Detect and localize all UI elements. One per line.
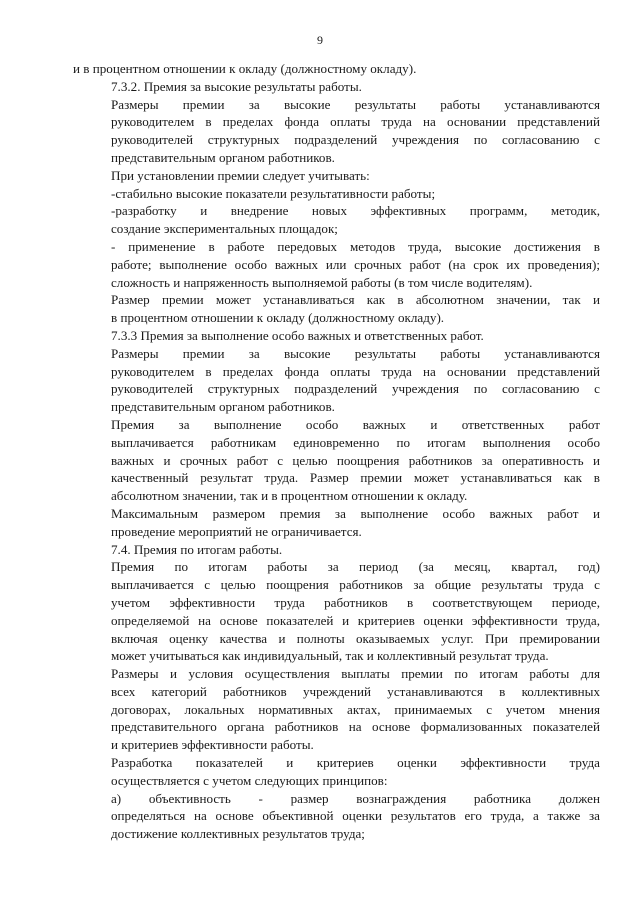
page-number: 9 — [317, 33, 323, 47]
paragraph — [73, 665, 600, 754]
text-line: всех категорий работников учреждений устанавливаются в коллективных — [111, 683, 600, 699]
text-line: качественный результат труда. Размер премии может устанавливаться как в — [111, 470, 600, 486]
paragraph — [73, 78, 600, 96]
text-line: руководителем в пределах фонда оплаты труда на основании представлений — [111, 114, 600, 130]
text-line: выплачивается с целью поощрения работников за общие результаты труда с — [111, 577, 600, 593]
paragraph — [73, 238, 600, 291]
text-line: сложность и напряженность выполняемой работы (в том числе водителям). — [111, 274, 533, 290]
text-line: создание экспериментальных площадок; — [111, 221, 338, 237]
text-line: осуществляется с учетом следующих принципов: — [111, 772, 388, 788]
text-line: в процентном отношении к окладу (должностному окладу). — [111, 310, 445, 326]
paragraph — [73, 558, 600, 665]
text-line: определяемой на основе показателей и критериев оценки эффективности труда, — [111, 612, 600, 628]
paragraph — [73, 96, 600, 167]
text-line: и критериев эффективности работы. — [111, 737, 314, 753]
text-line: Размеры премии за высокие результаты работы устанавливаются — [111, 345, 600, 361]
text-line: руководителей структурных подразделений учреждения по согласованию с — [111, 381, 600, 397]
text-line: 7.3.3 Премия за выполнение особо важных и ответственных работ. — [111, 327, 484, 343]
text-line: важных и срочных работ с целью поощрения работников за оперативность и — [111, 452, 600, 468]
paragraph — [73, 202, 600, 238]
paragraph — [73, 185, 600, 203]
text-line: представительного органа работников на основе формализованных показателей — [111, 719, 600, 735]
text-line: -разработку и внедрение новых эффективных программ, методик, — [111, 203, 600, 219]
text-line: учетом эффективности труда работников в соответствующем периоде, — [111, 594, 600, 610]
text-line: достижение коллективных результатов труда; — [111, 826, 365, 842]
paragraph — [73, 790, 600, 843]
text-line: -стабильно высокие показатели результативности работы; — [111, 185, 436, 201]
text-line: и в процентном отношении к окладу (должностному окладу). — [73, 61, 417, 76]
text-line: а) объективность - размер вознаграждения работника должен — [111, 790, 600, 806]
text-line: 7.3.2. Премия за высокие результаты работы. — [111, 78, 362, 94]
text-line: абсолютном значении, так и в процентном отношении к окладу. — [111, 488, 468, 504]
text-line: Размеры премии за высокие результаты работы устанавливаются — [111, 96, 600, 112]
text-line: проведение мероприятий не ограничивается. — [111, 523, 362, 539]
paragraph — [73, 291, 600, 327]
paragraph — [73, 416, 600, 505]
paragraph — [73, 505, 600, 541]
text-line: Премия по итогам работы за период (за месяц, квартал, год) — [111, 559, 600, 575]
document-body — [73, 60, 600, 843]
text-line: представительным органом работников. — [111, 149, 335, 165]
text-line: Размер премии может устанавливаться как в абсолютном значении, так и — [111, 292, 600, 308]
text-line: Размеры и условия осуществления выплаты премии по итогам работы для — [111, 666, 600, 682]
paragraph — [73, 754, 600, 790]
text-line: включая оценку качества и полноты оказываемых услуг. При премировании — [111, 630, 600, 646]
text-line: представительным органом работников. — [111, 399, 335, 415]
paragraph — [73, 541, 600, 559]
text-line: работе; выполнение особо важных или срочных работ (на срок их проведения); — [111, 256, 600, 272]
text-line: При установлении премии следует учитывать: — [111, 167, 370, 183]
text-line: руководителей структурных подразделений учреждения по согласованию с — [111, 132, 600, 148]
text-line: Максимальным размером премия за выполнение особо важных работ и — [111, 505, 600, 521]
text-line: определяться на основе объективной оценки результатов его труда, а также за — [111, 808, 600, 824]
text-line: выплачивается работникам единовременно по итогам выполнения особо — [111, 434, 600, 450]
paragraph — [73, 60, 600, 78]
paragraph — [73, 167, 600, 185]
text-line: может учитываться как индивидуальный, так и коллективный результат труда. — [111, 648, 549, 664]
text-line: договорах, локальных нормативных актах, принимаемых с учетом мнения — [111, 701, 600, 717]
text-line: Разработка показателей и критериев оценки эффективности труда — [111, 755, 600, 771]
text-line: 7.4. Премия по итогам работы. — [111, 541, 283, 557]
text-line: Премия за выполнение особо важных и ответственных работ — [111, 416, 600, 432]
paragraph — [73, 345, 600, 416]
text-line: руководителем в пределах фонда оплаты труда на основании представлений — [111, 363, 600, 379]
paragraph — [73, 327, 600, 345]
text-line: - применение в работе передовых методов труда, высокие достижения в — [111, 238, 600, 254]
